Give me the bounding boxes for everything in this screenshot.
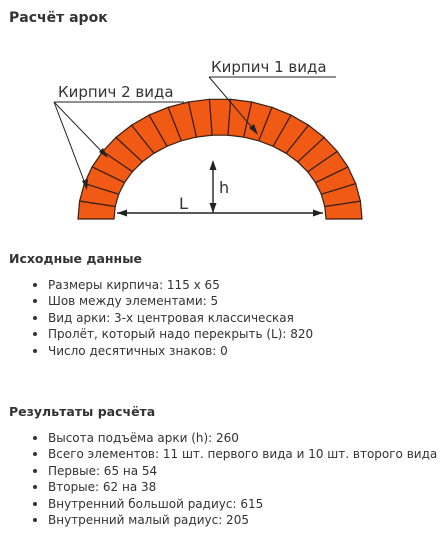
input-list: [28, 277, 313, 359]
brick-type2-label: Кирпич 2 вида: [58, 83, 174, 101]
results-item: Высота подъёма арки (h): 260: [28, 430, 437, 446]
span-label: L: [179, 194, 188, 213]
input-heading: Исходные данные: [9, 251, 142, 266]
results-item: Вторые: 62 на 38: [28, 479, 437, 495]
results-item: Внутренний малый радиус: 205: [28, 512, 437, 528]
brick-type2-leader-b: [54, 102, 105, 155]
height-arrow-top: [210, 160, 217, 170]
height-label: h: [219, 178, 230, 197]
results-item: Внутренний большой радиус: 615: [28, 496, 437, 512]
results-item: Первые: 65 на 54: [28, 463, 437, 479]
brick-type1-label: Кирпич 1 вида: [211, 58, 327, 76]
input-item: Число десятичных знаков: 0: [28, 343, 313, 359]
height-arrow-bottom: [210, 203, 217, 213]
span-arrow-right: [313, 210, 323, 217]
results-heading: Результаты расчёта: [9, 404, 156, 419]
input-item: Размеры кирпича: 115 х 65: [28, 277, 313, 293]
input-item: Пролёт, который надо перекрыть (L): 820: [28, 326, 313, 342]
input-item: Вид арки: 3-х центровая классическая: [28, 310, 313, 326]
results-list: [28, 430, 437, 528]
span-arrow-left: [117, 210, 127, 217]
results-item: Всего элементов: 11 шт. первого вида и 10 шт. второго вида: [28, 446, 437, 462]
arch-brick: [209, 99, 230, 135]
page-title: Расчёт арок: [9, 10, 108, 26]
arch-bricks: [78, 99, 362, 219]
input-item: Шов между элементами: 5: [28, 293, 313, 309]
brick-type2-leader-a: [54, 102, 86, 186]
arch-diagram: [0, 34, 443, 230]
